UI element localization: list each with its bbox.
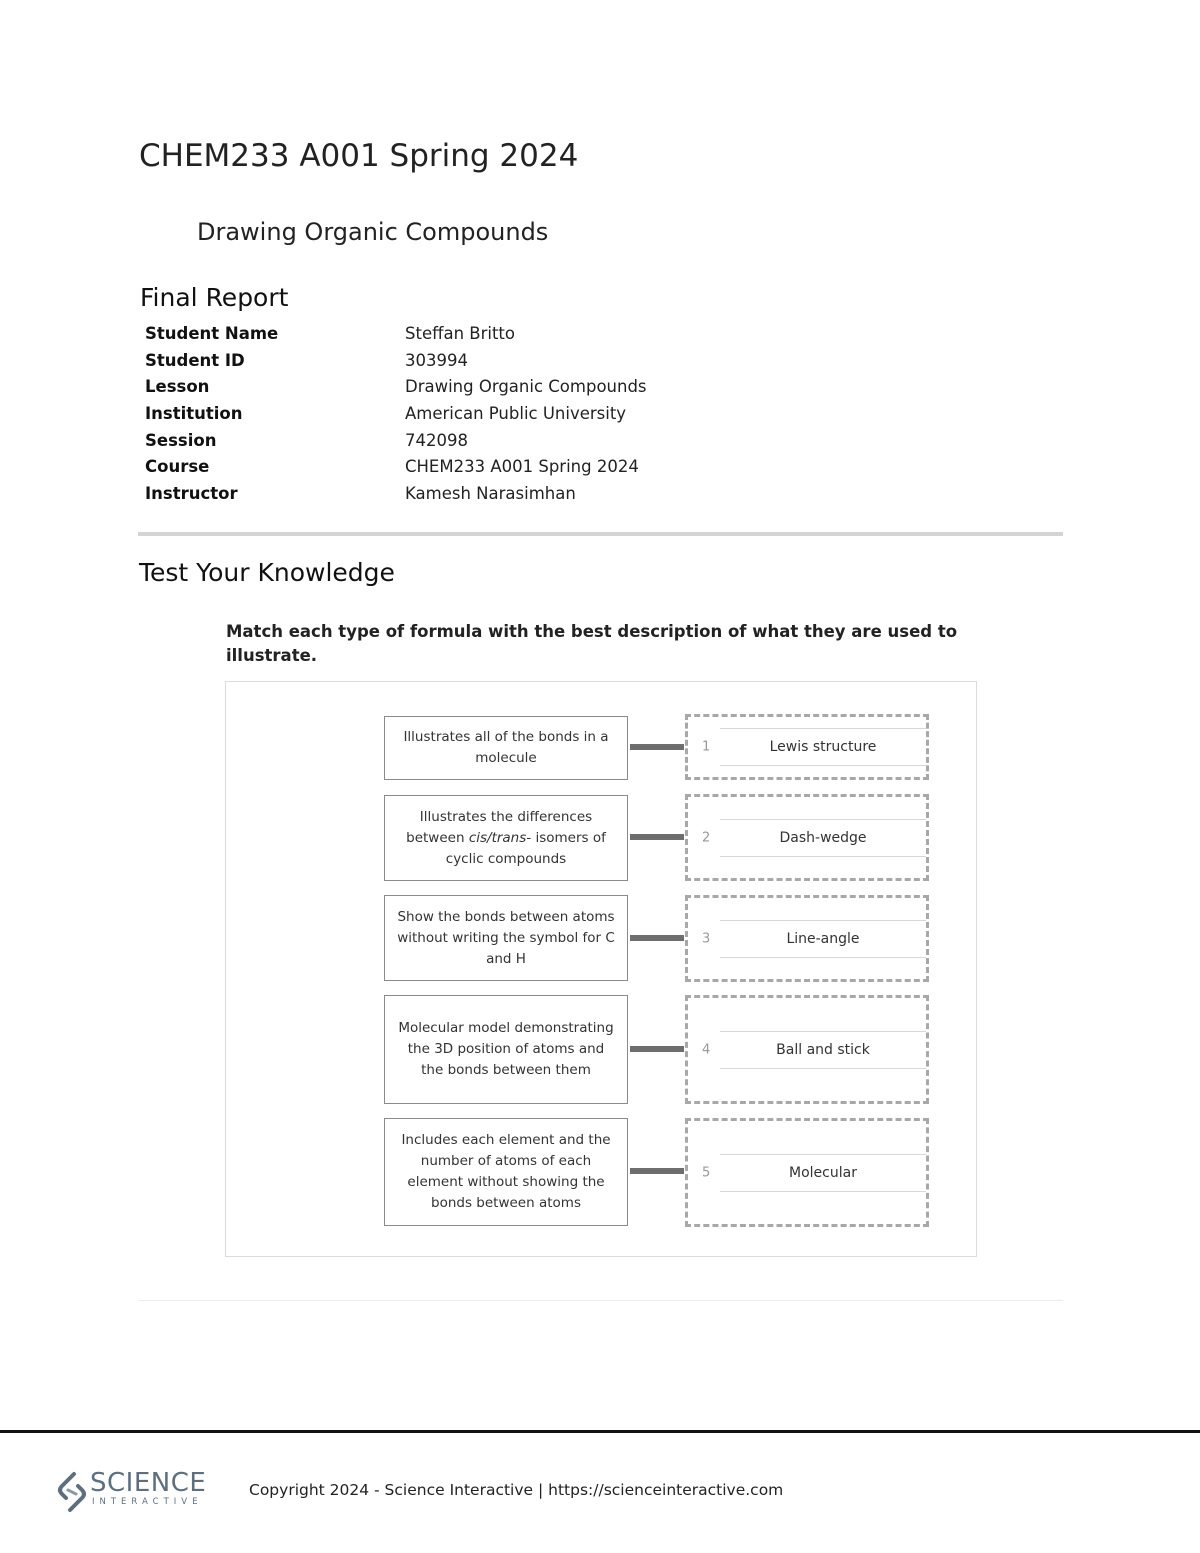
info-row-lesson <box>145 373 647 400</box>
answer-label: Ball and stick <box>776 1041 870 1058</box>
info-label: Course <box>145 457 210 477</box>
match-connector <box>630 1046 684 1052</box>
info-label: Session <box>145 430 217 450</box>
report-info-table <box>145 320 647 507</box>
info-label: Student Name <box>145 323 279 343</box>
question-text: Match each type of formula with the best description of what they are used to illustrate. <box>226 622 958 665</box>
match-connector <box>630 1168 684 1174</box>
answer-label-box[interactable] <box>720 920 926 958</box>
description-box-4 <box>384 995 628 1104</box>
info-value: CHEM233 A001 Spring 2024 <box>405 457 639 477</box>
match-connector <box>630 834 684 840</box>
description-box-5 <box>384 1118 628 1226</box>
answer-label-box[interactable] <box>720 728 926 766</box>
description-box-1 <box>384 716 628 780</box>
answer-label-box[interactable] <box>720 819 926 857</box>
section-divider <box>138 532 1063 536</box>
answer-label-box[interactable] <box>720 1154 926 1192</box>
info-value: Kamesh Narasimhan <box>405 483 576 503</box>
answer-label: Line-angle <box>786 930 860 947</box>
final-report-heading: Final Report <box>140 283 289 312</box>
answer-number: 5 <box>702 1165 711 1180</box>
answer-label-box[interactable] <box>720 1031 926 1069</box>
info-value: 742098 <box>405 430 468 450</box>
info-value: Steffan Britto <box>405 323 515 343</box>
info-label: Institution <box>145 403 243 423</box>
desc2-after: - isomers of <box>526 829 606 846</box>
info-row-student-id <box>145 347 647 374</box>
description-text-2 <box>406 807 606 870</box>
info-label: Instructor <box>145 483 238 503</box>
description-text: Show the bonds between atoms without writing the symbol for C and H <box>397 908 615 967</box>
info-row-instructor <box>145 480 647 507</box>
info-value: American Public University <box>405 403 627 423</box>
description-text: Includes each element and the number of atoms of each element without showing the bonds between atoms <box>401 1132 611 1211</box>
answer-number: 3 <box>702 931 711 946</box>
test-your-knowledge-heading: Test Your Knowledge <box>139 558 395 587</box>
info-row-student-name <box>145 320 647 347</box>
answer-number: 4 <box>702 1042 711 1057</box>
desc2-italic: cis/trans <box>468 829 527 846</box>
answer-number: 1 <box>702 739 711 755</box>
info-value: 303994 <box>405 350 468 370</box>
answer-label: Lewis structure <box>769 739 877 755</box>
lab-title: Drawing Organic Compounds <box>197 218 549 246</box>
info-label: Student ID <box>145 350 245 370</box>
answer-label: Dash-wedge <box>779 829 867 846</box>
info-label: Lesson <box>145 377 210 397</box>
science-interactive-logo-icon <box>56 1470 88 1514</box>
info-row-course <box>145 453 647 480</box>
answer-number: 2 <box>702 830 711 845</box>
footer-rule <box>0 1430 1200 1433</box>
match-connector <box>630 744 684 750</box>
description-text: Molecular model demonstrating the 3D position of atoms and the bonds between them <box>398 1020 614 1078</box>
answer-slot-1[interactable] <box>685 714 929 780</box>
description-box-3 <box>384 895 628 981</box>
info-row-institution <box>145 400 647 427</box>
course-title: CHEM233 A001 Spring 2024 <box>139 138 579 174</box>
desc2-between: between <box>406 829 469 846</box>
science-interactive-logo <box>56 1468 216 1516</box>
logo-subtitle: INTERACTIVE <box>92 1497 203 1507</box>
answer-label: Molecular <box>789 1164 857 1181</box>
info-row-session <box>145 427 647 454</box>
logo-wordmark: SCIENCE <box>90 1468 207 1498</box>
match-connector <box>630 935 684 941</box>
answer-slot-2[interactable] <box>685 794 929 881</box>
info-value: Drawing Organic Compounds <box>405 377 647 397</box>
answer-slot-3[interactable] <box>685 895 929 982</box>
description-text: Illustrates all of the bonds in a molecule <box>403 729 609 766</box>
description-box-2 <box>384 795 628 881</box>
answer-slot-5[interactable] <box>685 1118 929 1227</box>
bottom-divider <box>138 1300 1063 1301</box>
desc2-line3: cyclic compounds <box>445 850 567 867</box>
desc2-line1: Illustrates the differences <box>419 808 593 825</box>
answer-slot-4[interactable] <box>685 995 929 1104</box>
copyright-text: Copyright 2024 - Science Interactive | https://scienceinteractive.com <box>249 1481 784 1499</box>
